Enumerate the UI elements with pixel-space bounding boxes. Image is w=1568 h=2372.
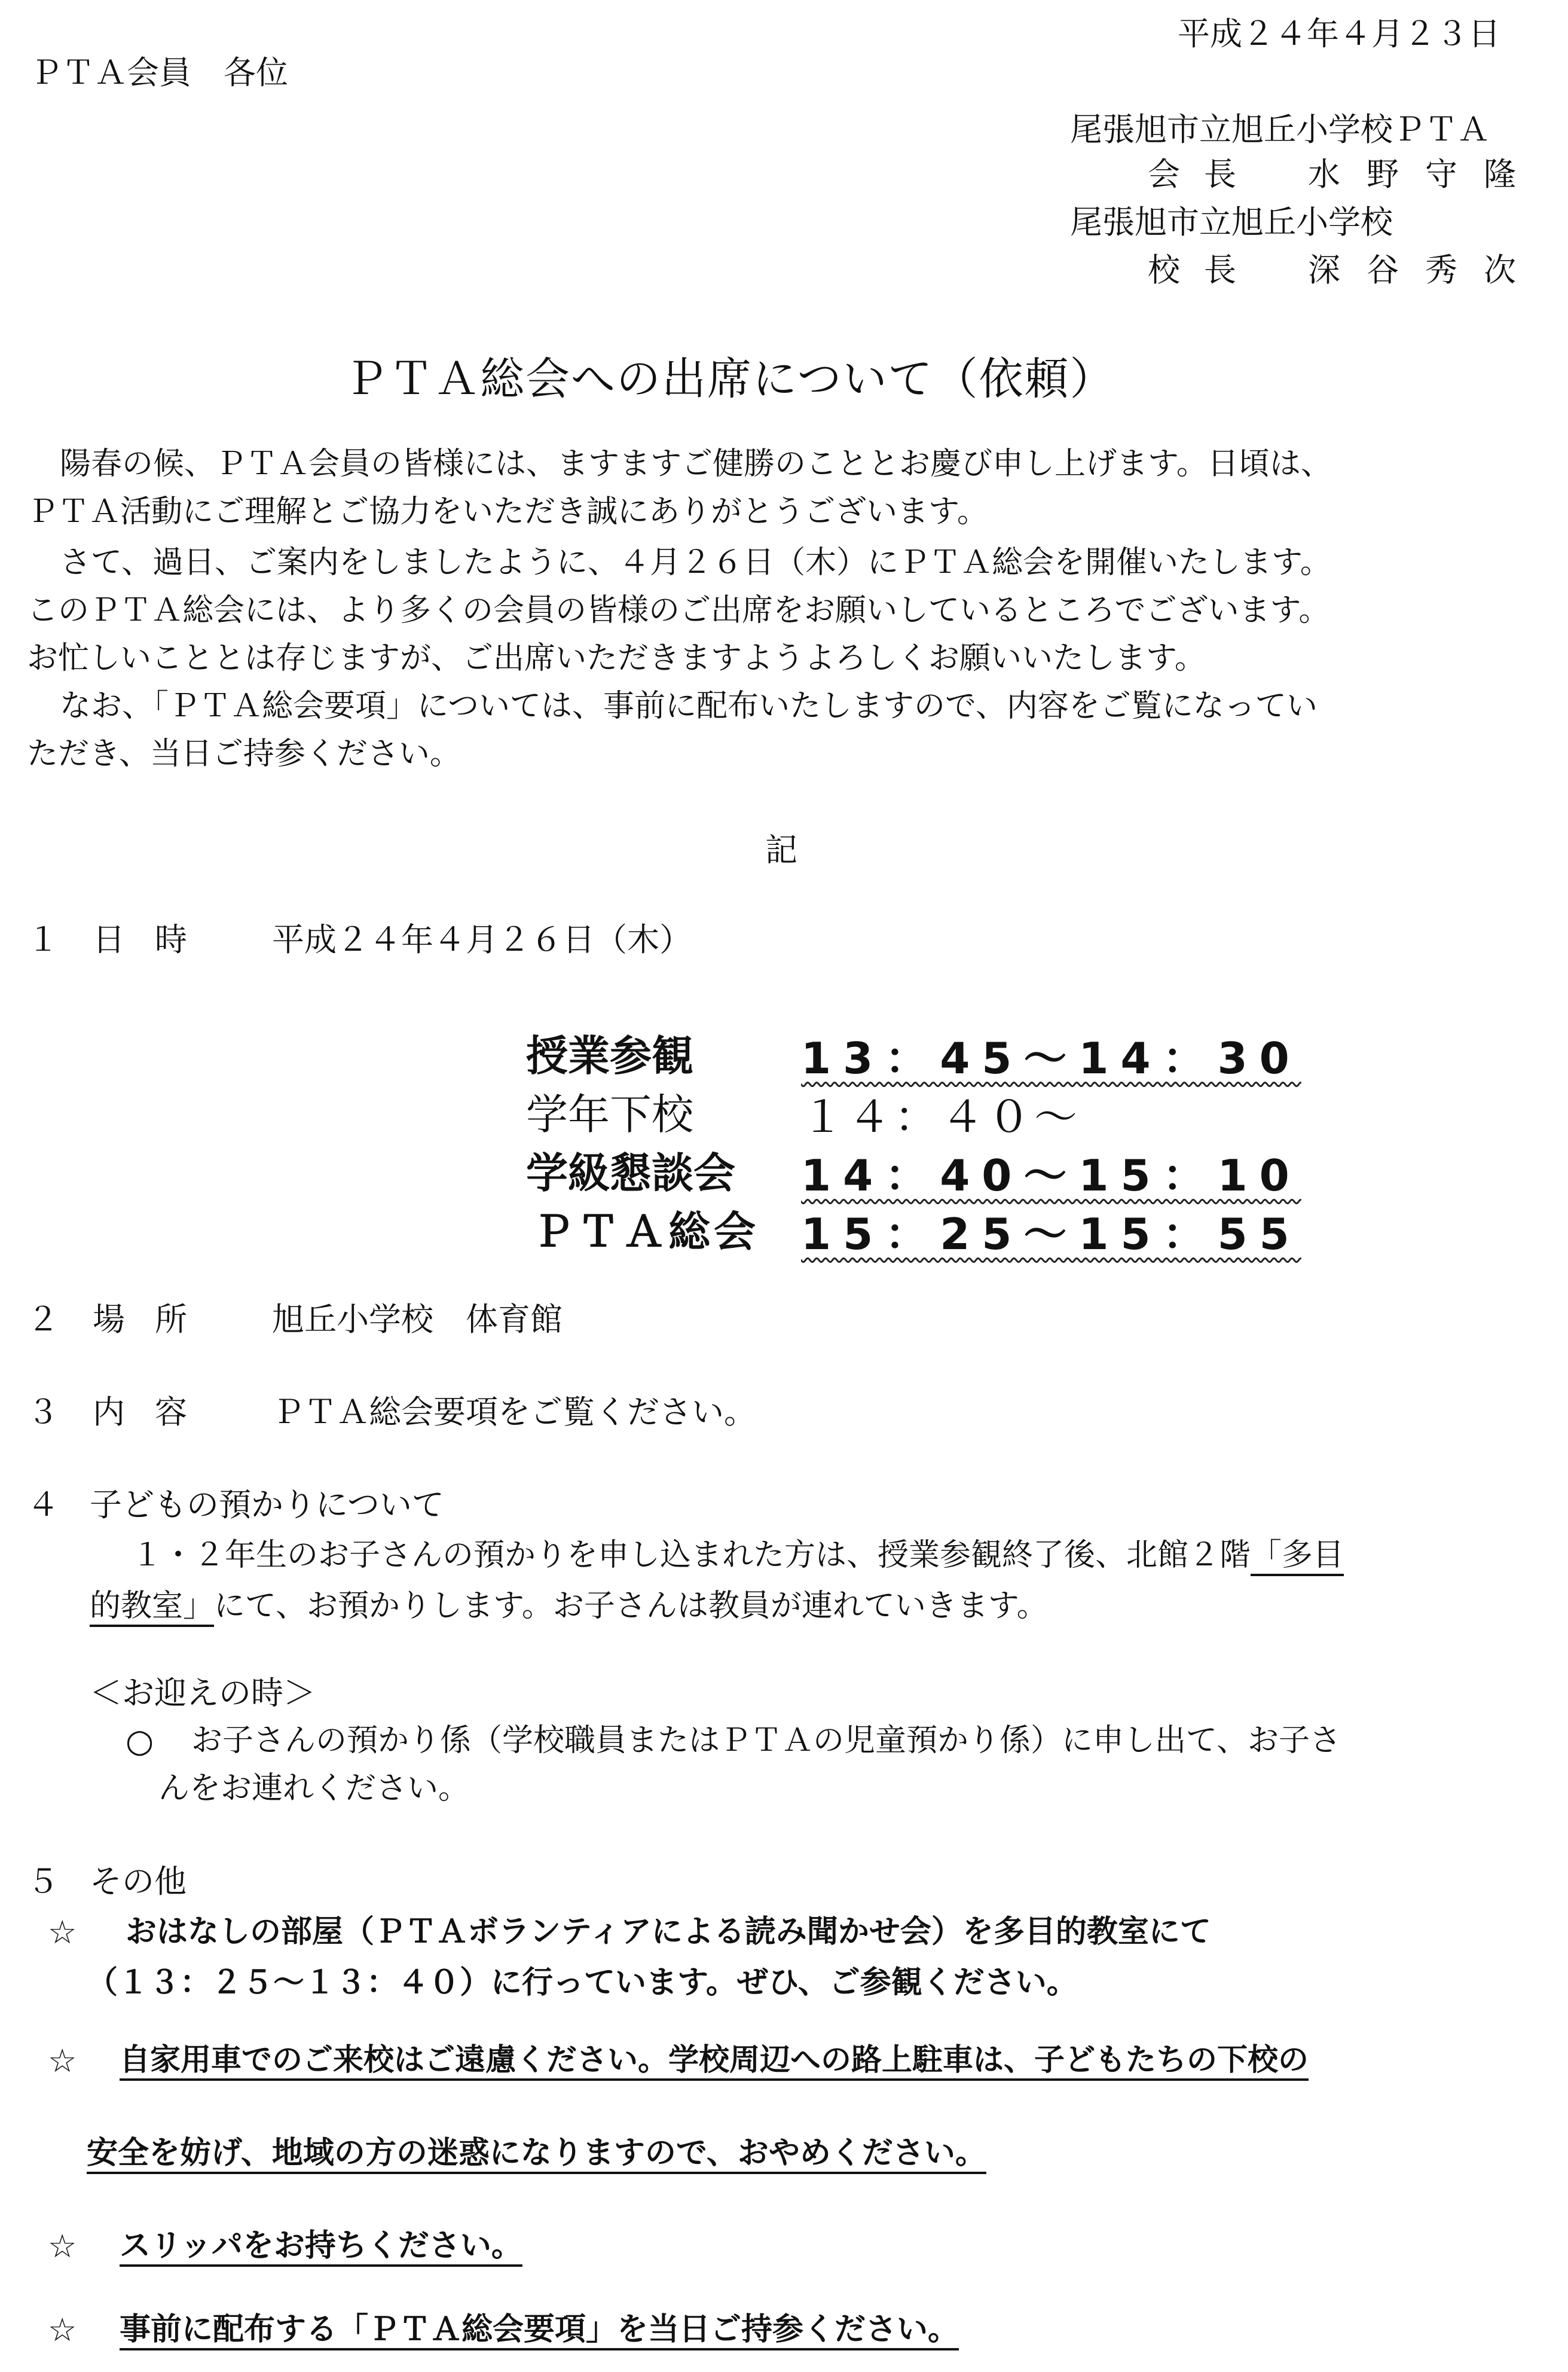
note3: スリッパをお持ちください。	[120, 2228, 522, 2264]
pickup-heading: ＜お迎えの時＞	[90, 1674, 316, 1712]
schedule-label-dismissal: 学年下校	[526, 1090, 693, 1139]
pickup-bullet: ○	[126, 1722, 154, 1760]
item4-line1-text: １・２年生のお子さんの預かりを申し込まれた方は、授業参観終了後、北館２階	[132, 1537, 1251, 1573]
body-p1-line2: ＰＴＡ活動にご理解とご協力をいただき誠にありがとうございます。	[27, 494, 988, 530]
item1-value: 平成２４年４月２６日（木）	[272, 921, 692, 958]
body-p2-line1: さて、過日、ご案内をしましたように、４月２６日（木）にＰＴＡ総会を開催いたします。	[60, 545, 1331, 581]
item5-label: その他	[90, 1863, 187, 1900]
sender-line-school	[1148, 251, 1542, 289]
sender-line-pta	[1148, 155, 1542, 193]
item2-value: 旭丘小学校 体育館	[272, 1301, 563, 1338]
item4-room-name-part2: 的教室」	[90, 1588, 215, 1624]
item4-number: ４	[27, 1486, 59, 1524]
schedule-time-dismissal: １４：４０～	[801, 1092, 1081, 1142]
pickup-line1: お子さんの預かり係（学校職員またはＰＴＡの児童預かり係）に申し出て、お子さ	[191, 1723, 1341, 1759]
star-icon: ☆	[48, 2042, 77, 2080]
schedule-label-pta-general-meeting: ＰＴＡ総会	[532, 1207, 759, 1256]
document-date: 平成２４年４月２３日	[1178, 15, 1500, 53]
star-icon: ☆	[48, 2311, 77, 2349]
star-icon: ☆	[48, 2227, 77, 2265]
item3-label: 内容	[93, 1393, 217, 1431]
schedule-label-class-meeting: 学級懇談会	[526, 1149, 735, 1198]
schedule-time-class-observation: 13：45～14：30	[801, 1033, 1301, 1083]
sender-org-pta: 尾張旭市立旭丘小学校ＰＴＡ	[1070, 111, 1490, 148]
star-icon: ☆	[48, 1913, 77, 1951]
item4-line2-text: にて、お預かりします。お子さんは教員が連れていきます。	[214, 1588, 1048, 1624]
item4-room-name-part1: 「多目	[1251, 1537, 1344, 1573]
sender-title-school: 校長	[1148, 251, 1260, 289]
item2-number: ２	[27, 1301, 59, 1338]
pickup-line2: んをお連れください。	[158, 1770, 470, 1806]
schedule-label-class-observation: 授業参観	[526, 1031, 693, 1080]
ki-heading: 記	[765, 831, 797, 869]
note2-line2: 安全を妨げ、地域の方の迷惑になりますので、おやめください。	[87, 2135, 986, 2171]
item4-label: 子どもの預かりについて	[90, 1486, 444, 1524]
note1-line1: おはなしの部屋（ＰＴＡボランティアによる読み聞かせ会）を多目的教室にて	[126, 1914, 1211, 1950]
item2-label: 場所	[93, 1301, 217, 1338]
note2-line1: 自家用車でのご来校はご遠慮ください。学校周辺への路上駐車は、子どもたちの下校の	[120, 2043, 1309, 2078]
item4-line2	[90, 1588, 1048, 1624]
item4-line1	[132, 1537, 1344, 1573]
note4: 事前に配布する「ＰＴＡ総会要項」を当日ご持参ください。	[120, 2312, 959, 2347]
schedule-time-class-meeting: 14：40～15：10	[801, 1150, 1301, 1201]
item3-number: ３	[27, 1393, 59, 1431]
item1-label: 日時	[93, 921, 217, 958]
document-title: ＰＴＡ総会への出席について（依頼）	[344, 353, 1115, 405]
sender-title-pta: 会長	[1148, 155, 1260, 193]
sender-org-school: 尾張旭市立旭丘小学校	[1070, 203, 1393, 241]
addressee: ＰＴＡ会員 各位	[30, 54, 288, 91]
body-p1-line1: 陽春の候、ＰＴＡ会員の皆様には、ますますご健勝のこととお慶び申し上げます。日頃は、	[60, 446, 1332, 482]
sender-name-school: 深谷秀次	[1308, 251, 1542, 289]
body-p2-line2: このＰＴＡ総会には、より多くの会員の皆様のご出席をお願いしているところでございます。	[27, 593, 1330, 628]
body-p3-line1: なお、「ＰＴＡ総会要項」については、事前に配布いたしますので、内容をご覧になってい	[60, 688, 1318, 724]
body-p3-line2: ただき、当日ご持参ください。	[27, 736, 461, 772]
item5-number: ５	[27, 1863, 59, 1900]
item3-value: ＰＴＡ総会要項をご覧ください。	[272, 1393, 756, 1431]
sender-name-pta: 水野守隆	[1308, 155, 1542, 193]
note1-line2: （１３：２５～１３：４０）に行っています。ぜひ、ご参観ください。	[87, 1965, 1078, 2001]
schedule-time-pta-general-meeting: 15：25～15：55	[801, 1209, 1301, 1259]
item1-number: １	[27, 921, 59, 958]
body-p2-line3: お忙しいこととは存じますが、ご出席いただきますようよろしくお願いいたします。	[27, 640, 1206, 676]
